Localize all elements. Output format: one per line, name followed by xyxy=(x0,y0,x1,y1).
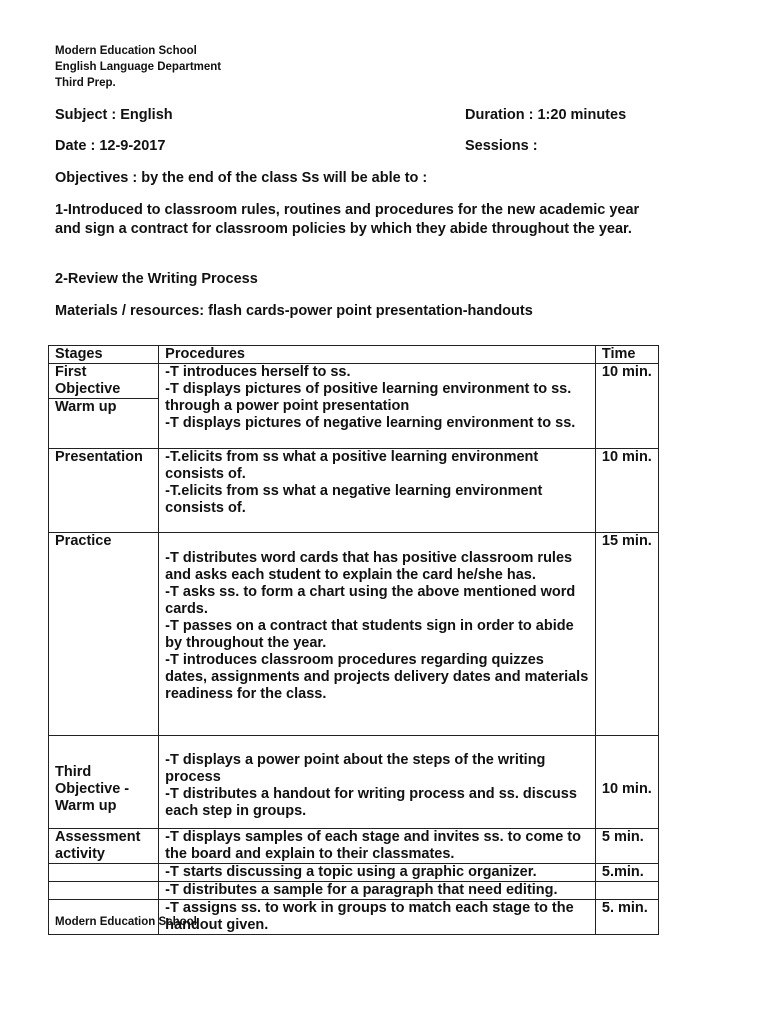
procedures-cell xyxy=(159,364,596,449)
procedure-item: -T displays pictures of negative learning environment to ss. xyxy=(165,415,576,431)
duration-line: Duration : 1:20 minutes xyxy=(465,107,627,123)
grade-level: Third Prep. xyxy=(55,77,116,89)
stage-label: Third Objective - Warm up xyxy=(49,736,159,829)
table-row xyxy=(49,736,659,829)
date-line: Date : 12-9-2017 xyxy=(55,138,166,154)
table-row xyxy=(49,449,659,533)
procedure-item: -T starts discussing a topic using a graphic organizer. xyxy=(165,864,537,880)
document-header xyxy=(55,43,221,91)
time-cell: 5. min. xyxy=(595,900,658,935)
time-cell xyxy=(595,882,658,900)
sessions-line: Sessions : xyxy=(465,138,538,154)
objective-1: 1-Introduced to classroom rules, routines and procedures for the new academic year and sign a contract for classroom policies by which they abide throughout the year. xyxy=(55,202,640,237)
lesson-plan-table xyxy=(48,345,659,935)
header-time: Time xyxy=(595,346,658,364)
table-row xyxy=(49,364,659,449)
procedures-cell xyxy=(159,864,596,882)
time-cell: 5 min. xyxy=(595,829,658,864)
time-cell: 15 min. xyxy=(595,533,658,736)
table-row xyxy=(49,882,659,900)
header-procedures: Procedures xyxy=(159,346,596,364)
procedure-item: -T introduces herself to ss. xyxy=(165,364,351,380)
procedure-item: -T displays a power point about the steps of the writing process xyxy=(165,752,546,785)
subject-line: Subject : English xyxy=(55,107,173,123)
procedure-item: -T passes on a contract that students sign in order to abide by throughout the year. xyxy=(165,618,574,651)
procedure-item: -T distributes a handout for writing process and ss. discuss each step in groups. xyxy=(165,786,577,819)
procedures-cell xyxy=(159,449,596,533)
procedure-item: -T displays pictures of positive learning environment to ss. through a power point presentation xyxy=(165,381,572,414)
table-row xyxy=(49,533,659,736)
procedure-item: -T distributes a sample for a paragraph that need editing. xyxy=(165,882,558,898)
procedures-cell xyxy=(159,900,596,935)
time-cell: 5.min. xyxy=(595,864,658,882)
procedure-item: -T introduces classroom procedures regarding quizzes dates, assignments and projects delivery dates and materials readiness for the class. xyxy=(165,652,589,702)
time-cell: 10 min. xyxy=(595,364,658,449)
procedure-item: -T.elicits from ss what a positive learning environment consists of. xyxy=(165,449,539,482)
stage-label xyxy=(49,864,159,882)
department-name: English Language Department xyxy=(55,61,222,73)
stage-label xyxy=(49,882,159,900)
stage-label: Practice xyxy=(49,533,159,736)
time-cell: 10 min. xyxy=(595,736,658,829)
procedures-cell xyxy=(159,533,596,736)
table-row xyxy=(49,864,659,882)
procedure-item: -T distributes word cards that has positive classroom rules and asks each student to explain the card he/she has. xyxy=(165,550,573,583)
materials-line: Materials / resources: flash cards-power point presentation-handouts xyxy=(55,303,533,319)
stage-label: Assessment activity xyxy=(49,829,159,864)
school-name: Modern Education School xyxy=(55,45,197,57)
procedure-item: -T asks ss. to form a chart using the above mentioned word cards. xyxy=(165,584,576,617)
objective-2: 2-Review the Writing Process xyxy=(55,271,258,287)
document-footer: Modern Education School xyxy=(55,916,197,928)
table-header-row xyxy=(49,346,659,364)
table-row xyxy=(49,829,659,864)
stage-label: Presentation xyxy=(49,449,159,533)
procedures-cell xyxy=(159,882,596,900)
stage-label: Warm up xyxy=(55,399,117,415)
stage-cell xyxy=(49,364,159,449)
procedure-item: -T displays samples of each stage and invites ss. to come to the board and explain to their classmates. xyxy=(165,829,581,862)
procedures-cell xyxy=(159,829,596,864)
procedure-item: -T assigns ss. to work in groups to match each stage to the handout given. xyxy=(165,900,574,933)
time-cell: 10 min. xyxy=(595,449,658,533)
procedure-item: -T.elicits from ss what a negative learning environment consists of. xyxy=(165,483,543,516)
objectives-intro: Objectives : by the end of the class Ss will be able to : xyxy=(55,170,428,186)
header-stages: Stages xyxy=(49,346,159,364)
stage-label: First Objective xyxy=(49,364,158,399)
procedures-cell xyxy=(159,736,596,829)
